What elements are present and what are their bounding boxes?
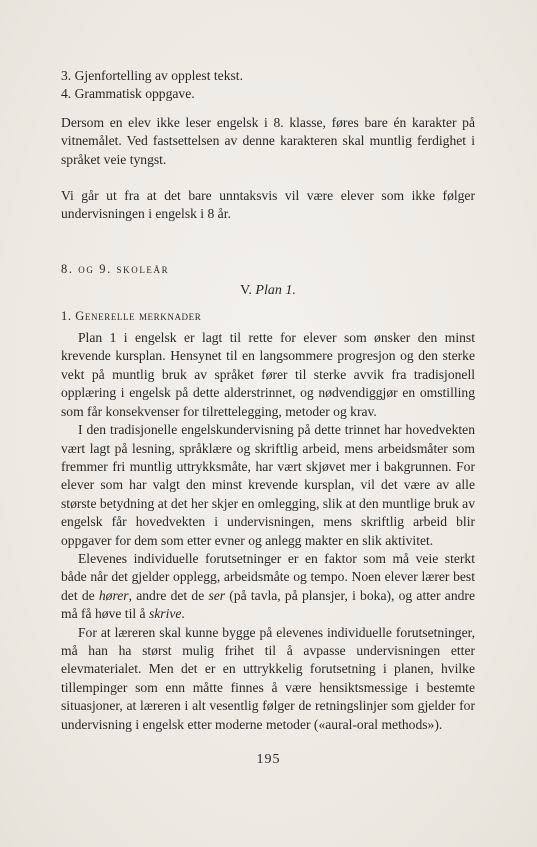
list-item: 3. Gjenfortelling av opplest tekst. [61, 68, 243, 83]
page-body [61, 67, 475, 734]
emphasis-horer: hører [98, 587, 129, 603]
plan-prefix: V. [240, 283, 252, 299]
page-number: 195 [256, 752, 281, 767]
emphasis-ser: ser [208, 587, 226, 603]
paragraph-plan1: Plan 1 i engelsk er lagt til rette for elever som ønsker den minst krevende kursplan. Hensynet til en langsommere progresjon og den sterke vekt på muntlig bruk av språket fører til sterke avvik fra tradisjonell opplæring i engelsk på dette alderstrinnet, og nødvendiggjør en omstilling som får konsekvenser for tilrettelegging, metoder og krav. [61, 330, 475, 419]
paragraph-tradisjonell: I den tradisjonelle engelskundervisning på dette trinnet har hovedvekten vært lagt på lesning, språklære og skriftlig arbeid, mens arbeidsmåter som fremmer fri muntlig uttrykksmåte, har vært skjøvet mer i bakgrunnen. For elever som har valgt den minst krevende kursplan, vil det være av alle største betydning at det her skjer en omlegging, slik at den muntlige bruk av engelsk får hovedvekten i undervisningen, mens skriftlig arbeid blir oppgaver for dem som etter evner og anlegg makter en slik aktivitet. [61, 422, 475, 548]
paragraph-unntak: Vi går ut fra at det bare unntaksvis vil være elever som ikke følger undervisningen i engelsk i 8 år. [61, 188, 475, 222]
emphasis-skrive: skrive [148, 606, 182, 622]
paragraph-laereren: For at læreren skal kunne bygge på elevenes individuelle forutsetninger, må han ha størst mulig frihet til å avpasse undervisningen etter elevmaterialet. Men det er en uttrykkelig forutsetning i planen, hvilke tillempinger som enn måtte finnes å være hensiktsmessige i bestemte situasjoner, at læreren i alt vesentlig følger de retningslinjer som gjelder for undervisning i engelsk etter moderne metoder («aural-oral methods»). [61, 624, 475, 732]
list-item: 4. Grammatisk oppgave. [61, 86, 195, 102]
subsection-heading: 1. Generelle merknader [61, 308, 202, 323]
paragraph-karakter: Dersom en elev ikke leser engelsk i 8. klasse, føres bare én karakter på vitnemålet. Ved fastsettelsen av denne karakteren skal muntlig ferdighet i språket veie tyngst. [61, 114, 475, 167]
section-heading: 8. og 9. skoleår [61, 261, 170, 276]
paragraph-forutsetninger: Elevenes individuelle forutsetninger er en faktor som må veie sterkt både når det gjelder opplegg, arbeidsmåte og tempo. Noen elever lærer best det de hører, andre det de ser (på tavla, på plansjer, i boka), og atter andre må få høve til å skrive. [61, 550, 475, 622]
plan-heading [61, 282, 475, 300]
plan-title: Plan 1. [255, 283, 296, 299]
